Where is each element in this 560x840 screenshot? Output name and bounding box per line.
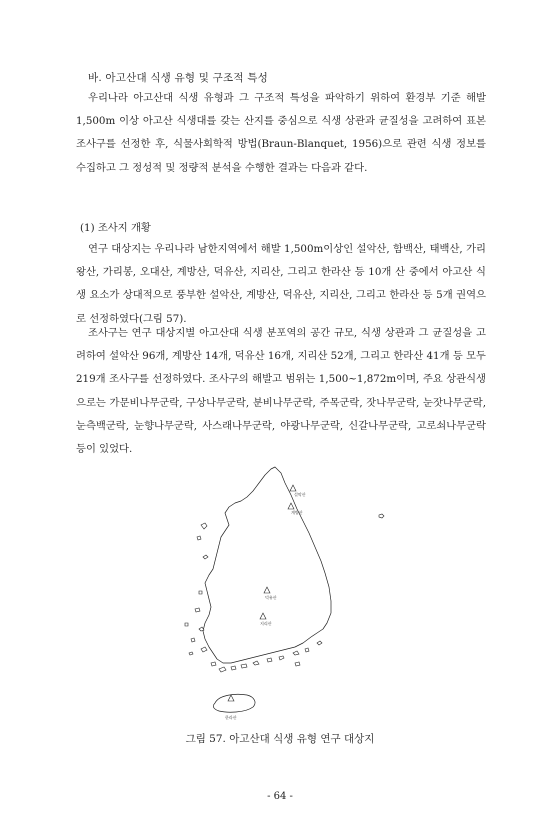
label-hallasan: 한라산 [225, 715, 237, 720]
figure-caption: 그림 57. 아고산대 식생 유형 연구 대상지 [185, 733, 375, 745]
mainland-outline [203, 467, 331, 663]
label-jirisan: 지리산 [260, 621, 272, 626]
label-deogyusan: 덕유산 [265, 595, 277, 600]
page-number: - 64 - [267, 791, 293, 802]
plot-paragraph [76, 322, 486, 461]
ulleungdo-island [379, 514, 384, 518]
intro-paragraph [76, 87, 486, 180]
study-area-paragraph [76, 238, 486, 331]
marker-seoraksan [290, 485, 306, 497]
study-area-paragraph-text: 연구 대상지는 우리나라 남한지역에서 해발 1,500m이상인 설악산, 함백산, 태백산, 가리왕산, 가리봉, 오대산, 계방산, 덕유산, 지리산, 그리고 한라산 등 10개 산 중에서 아고산 식생 요소가 상대적으로 풍부한 설악산, 계방산, 덕유산, 지리산, 그리고 한라산 등 5개 권역으로 선정하였다(그림 57). [76, 243, 486, 325]
label-seoraksan: 설악산 [294, 492, 306, 497]
jeju-island [213, 694, 255, 712]
plot-paragraph-text: 조사구는 연구 대상지별 아고산대 식생 분포역의 공간 규모, 식생 상관과 그 균질성을 고려하여 설악산 96개, 계방산 14개, 덕유산 16개, 지리산 52개, 그리고 한라산 41개 등 모두 219개 조사구를 선정하였다. 조사구의 해발고 범위는 1,500~1,872m이며, 주요 상관식생으로는 가문비나무군락, 구상나무군락, 분비나무군락, 주목군락, 잣나무군락, 눈잣나무군락, 눈측백군락, 눈향나무군락, 사스래나무군락, 야광나무군락, 신갈나무군락, 고로쇠나무군락 등이 있었다. [76, 327, 486, 456]
subsection-heading: (1) 조사지 개황 [80, 222, 151, 234]
study-area-map [175, 463, 400, 723]
label-gyebangsan: 계방산 [291, 510, 303, 515]
section-heading: 바. 아고산대 식생 유형 및 구조적 특성 [88, 72, 268, 84]
intro-paragraph-text: 우리나라 아고산대 식생 유형과 그 구조적 특성을 파악하기 위하여 환경부 기준 해발 1,500m 이상 아고산 식생대를 갖는 산지를 중심으로 식생 상관과 균질성을 고려하여 표본 조사구를 선정한 후, 식물사회학적 방법(Braun-Blanquet, 1956)으로 관련 식생 정보를 수집하고 그 정성적 및 정량적 분석을 수행한 결과는 다음과 같다. [76, 92, 486, 174]
